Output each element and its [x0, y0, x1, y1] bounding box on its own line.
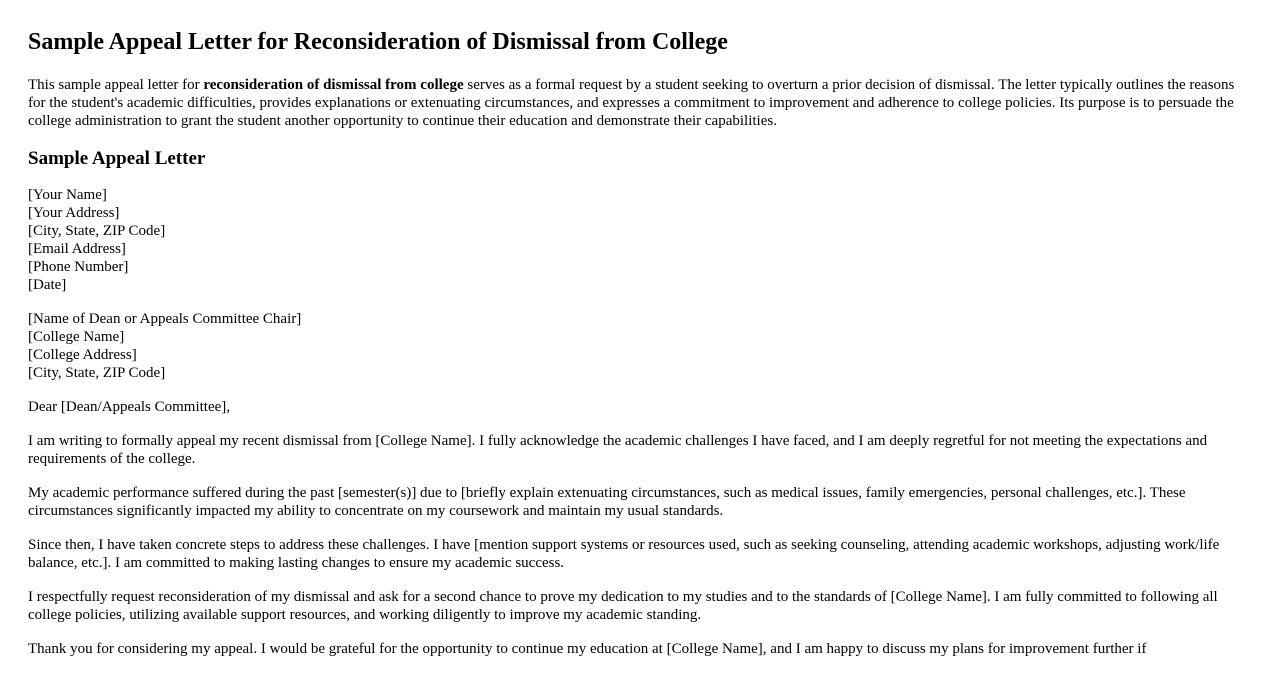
intro-text-after: serves as a formal request by a student seeking to overturn a prior decision of dismissal. The letter typically outlines the reasons for the student's academic difficulties, provides explanations or extenuating circumstances, and expresses a commitment to improvement and adherence to college policies. Its purpose is to persuade the college administration to grant the student another opportunity to continue their education and demonstrate their capabilities. — [28, 77, 1235, 129]
sender-address-block — [28, 186, 1250, 294]
sender-date: [Date] — [28, 277, 67, 293]
sender-name: [Your Name] — [28, 187, 107, 203]
recipient-city-state-zip: [City, State, ZIP Code] — [28, 365, 166, 381]
intro-paragraph — [28, 76, 1250, 130]
intro-bold-phrase: reconsideration of dismissal from college — [203, 77, 464, 93]
letter-paragraph-2: My academic performance suffered during the past [semester(s)] due to [briefly explain extenuating circumstances, such as medical issues, family emergencies, personal challenges, etc.]. These circumstances significantly impacted my ability to concentrate on my coursework and maintain my usual standards. — [28, 485, 1186, 519]
letter-paragraph-1: I am writing to formally appeal my recent dismissal from [College Name]. I fully acknowledge the academic challenges I have faced, and I am deeply regretful for not meeting the expectations and requirements of the college. — [28, 433, 1208, 467]
sender-phone: [Phone Number] — [28, 259, 129, 275]
recipient-college-address: [College Address] — [28, 347, 137, 363]
sender-city-state-zip: [City, State, ZIP Code] — [28, 223, 166, 239]
intro-text-before: This sample appeal letter for — [28, 77, 204, 93]
recipient-name: [Name of Dean or Appeals Committee Chair] — [28, 311, 302, 327]
recipient-address-block — [28, 310, 1250, 382]
letter-paragraph-3: Since then, I have taken concrete steps to address these challenges. I have [mention support systems or resources used, such as seeking counseling, attending academic workshops, adjusting work/life balance, etc.]. I am committed to making lasting changes to ensure my academic success. — [28, 537, 1220, 571]
recipient-college-name: [College Name] — [28, 329, 125, 345]
section-heading: Sample Appeal Letter — [28, 148, 206, 169]
letter-salutation: Dear [Dean/Appeals Committee], — [28, 399, 231, 415]
letter-paragraph-4: I respectfully request reconsideration of my dismissal and ask for a second chance to prove my dedication to my studies and to the standards of [College Name]. I am fully committed to following all college policies, utilizing available support resources, and working diligently to improve my academic standing. — [28, 589, 1218, 623]
document-page — [0, 28, 1278, 658]
sender-address: [Your Address] — [28, 205, 120, 221]
page-title: Sample Appeal Letter for Reconsideration of Dismissal from College — [28, 29, 728, 55]
sender-email: [Email Address] — [28, 241, 126, 257]
letter-paragraph-5: Thank you for considering my appeal. I would be grateful for the opportunity to continue my education at [College Name], and I am happy to discuss my plans for improvement further if — [28, 641, 1147, 657]
